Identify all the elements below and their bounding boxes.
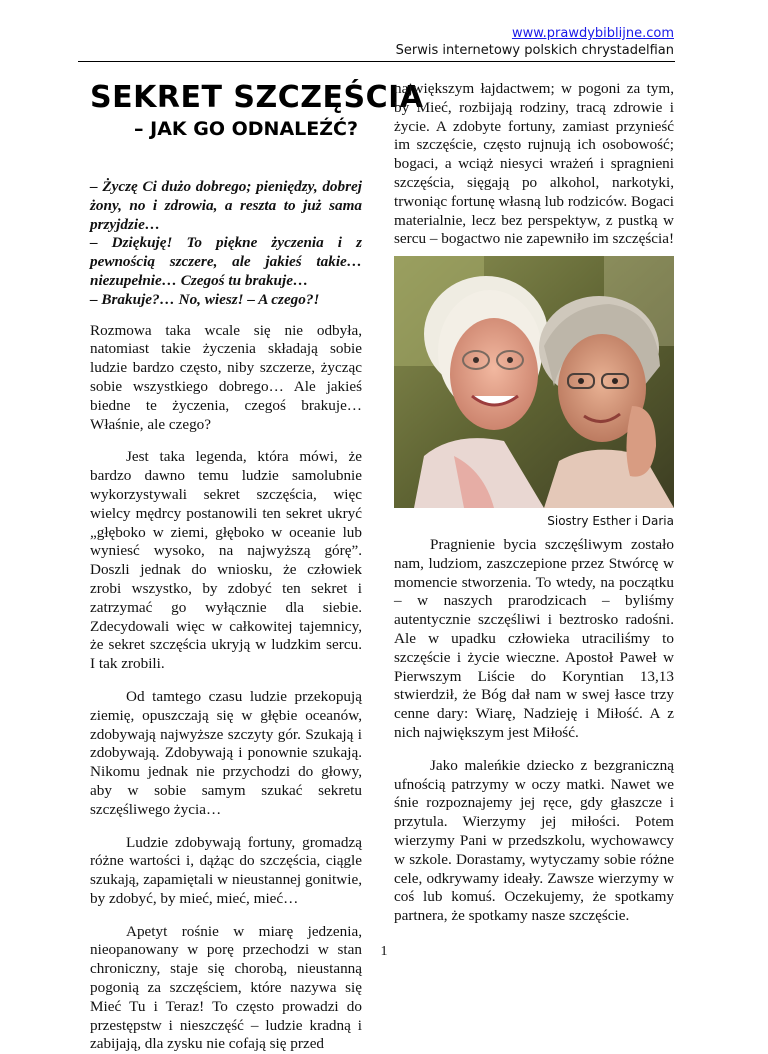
- article-title: SEKRET SZCZĘŚCIA: [90, 80, 424, 115]
- paragraph: Jest taka legenda, która mówi, że bardzo dawno temu ludzie samolubnie wykorzystywali sekret szczęścia, więc wielcy mędrcy postanowili ten sekret ukryć „głęboko w ziemi, głęboko w oceanie lub wyniesć wysoko, na najwyższą górę”. Doszli jednak do wniosku, że człowiek zrobi wszystko, by zdobyć ten sekret i zatrzymać go wyłącznie dla siebie. Zdecydowali więc w całkowitej tajemnicy, że sekret szczęścia ukryją w ludzkim sercu. I tak zrobili.: [90, 448, 362, 673]
- paragraph: Ludzie zdobywają fortuny, gromadzą różne wartości i, dążąc do szczęścia, ciągle szukają, zapamiętali w nieustannej gonitwie, by zdobyć, by mieć, mieć, mieć…: [90, 833, 362, 907]
- paragraph: Jako maleńkie dziecko z bezgraniczną ufnością patrzymy w oczy matki. Nawet we śnie rozpoznajemy jej ręce, gdy głaszcze i przytula. Wierzymy jej miłości. Potem wierzymy Pani w przedszkolu, wychowawcy w szkole. Dorastamy, wytyczamy sobie różne cele, odkrywamy ideały. Zawsze wierzymy w coś lub komuś. Oczekujemy, że spotkamy partnera, że spotkamy nasze szczęście.: [394, 756, 674, 925]
- sisters-photo: [394, 256, 674, 508]
- left-column: [90, 178, 362, 1054]
- paragraph: największym łajdactwem; w pogoni za tym, by Mieć, rozbijają rodziny, tracą zdrowie i życie. A zdobyte fortuny, zamiast przynieść im szczęście, często rujnują ich osobowość; bogaci, a wciąż niesyci wrażeń i spragnieni szczęścia, sięgają po alkohol, narkotyki, trwoniąc fortunę własną lub rodziców. Bogaci materialnie, lecz bez perspektyw, z pustką w sercu – bogactwo nie zapewniło im szczęścia!: [394, 80, 675, 248]
- dialog-line: – Brakuje?… No, wiesz! – A czego?!: [90, 290, 320, 308]
- dialog-line: – Życzę Ci dużo dobrego; pieniędzy, dobrej żony, no i zdrowia, a reszta to już sama przyjdzie…: [90, 178, 362, 233]
- sisters-photo-illustration: [394, 256, 674, 508]
- article-subtitle: – JAK GO ODNALEŹĆ?: [134, 118, 358, 140]
- photo-caption: Siostry Esther i Daria: [547, 514, 674, 528]
- opening-dialog: [90, 178, 362, 310]
- dialog-line: – Dziękuję! To piękne życzenia i z pewnością szczere, ale jakieś takie… niezupełnie… Czegoś tu brakuje…: [90, 234, 362, 289]
- header-rule: [78, 61, 675, 62]
- site-subtitle: Serwis internetowy polskich chrystadelfian: [395, 43, 674, 58]
- paragraph: Apetyt rośnie w miarę jedzenia, nieopanowany w porę przechodzi w stan chroniczny, staje się chorobą, nieustanną pogonią za szczęściem, które nazywa się Mieć Tu i Teraz! To często prowadzi do przestępstw i nieszczęść – ludzie kradną i zabijają, dla zysku nie cofają się przed: [90, 922, 362, 1053]
- page-number: 1: [380, 944, 388, 959]
- right-column-top: [394, 80, 674, 249]
- right-column-bottom: [394, 536, 674, 926]
- site-link[interactable]: www.prawdybiblijne.com: [511, 26, 674, 41]
- paragraph: Od tamtego czasu ludzie przekopują ziemię, opuszczają się w głębie oceanów, zdobywają najwyższe szczyty gór. Szukają i zdobywają. Zdobywają i ponownie szukają. Nikomu jednak nie przychodzi do głowy, aby w sobie samym szukać sekretu szczęśliwego życia…: [90, 687, 362, 818]
- paragraph: Pragnienie bycia szczęśliwym zostało nam, ludziom, zaszczepione przez Stwórcę w momencie stworzenia. To wtedy, na początku – w naszych prarodzicach – byliśmy autentycznie szczęśliwi i beztrosko radośni. Ale w upadku człowieka utraciliśmy to szczęście i życie wieczne. Apostoł Paweł w Pierwszym Liście do Koryntian 13,13 stwierdził, że Bóg dał nam w swej łasce trzy cenne dary: Wiarę, Nadzieję i Miłość. A z nich największym jest Miłość.: [394, 536, 674, 741]
- paragraph: Rozmowa taka wcale się nie odbyła, natomiast takie życzenia składają sobie ludzie bardzo często, niby szczerze, życząc sobie wszystkiego dobrego… Ale jakieś biedne te życzenia, czegoś brakuje… Właśnie, ale czego?: [90, 321, 362, 433]
